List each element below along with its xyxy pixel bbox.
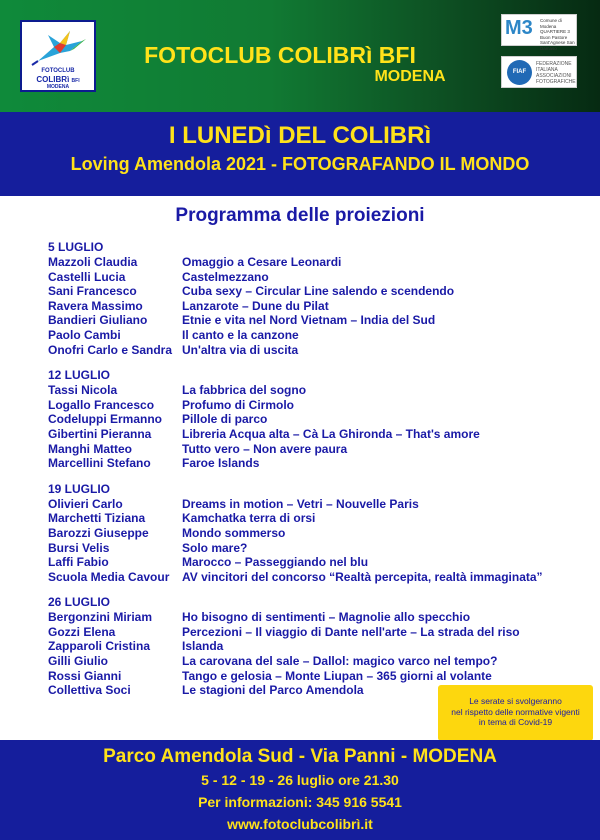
schedule-entry [48, 526, 588, 541]
club-city: MODENA [374, 68, 446, 85]
schedule-day [48, 594, 588, 698]
club-logo [20, 20, 96, 92]
event-title: I LUNEDì DEL COLIBRì [168, 122, 432, 149]
entry-title: Un'altra via di uscita [182, 342, 299, 357]
entry-title: Libreria Acqua alta – Cà La Ghironda – That's amore [182, 426, 480, 441]
logo-text-club: FOTOCLUB [41, 68, 75, 74]
entry-author: Bergonzini Miriam [48, 610, 153, 625]
entry-author: Gilli Giulio [48, 654, 108, 669]
event-dates: 5 - 12 - 19 - 26 luglio ore 21.30 [201, 772, 399, 788]
schedule-entry [48, 511, 588, 526]
day-label: 12 LUGLIO [48, 368, 111, 383]
contact-info: Per informazioni: 345 916 5541 [198, 794, 402, 810]
entry-title: La carovana del sale – Dallol: magico varco nel tempo? [182, 654, 498, 669]
entry-title: AV vincitori del concorso “Realtà percepita, realtà immaginata” [182, 569, 543, 584]
entry-author: Rossi Gianni [48, 668, 122, 683]
schedule-entry [48, 398, 588, 413]
entry-author: Onofri Carlo e Sandra [48, 342, 173, 357]
entry-title: Profumo di Cirmolo [182, 397, 294, 412]
entry-author: Collettiva Soci [48, 683, 131, 698]
fiaf-badge [501, 56, 577, 88]
entry-author: Laffi Fabio [48, 555, 109, 570]
website-link[interactable]: www.fotoclubcolibrì.it [227, 816, 373, 832]
entry-author: Logallo Francesco [48, 397, 155, 412]
schedule-entry [48, 313, 588, 328]
entry-title: Le stagioni del Parco Amendola [182, 683, 364, 698]
entry-title: Marocco – Passeggiando nel blu [182, 555, 369, 570]
schedule-entry [48, 328, 588, 343]
program-title: Programma delle proiezioni [175, 205, 425, 226]
day-label: 26 LUGLIO [48, 595, 111, 610]
m3-logo-icon: M3 [505, 17, 533, 39]
event-location: Parco Amendola Sud - Via Panni - MODENA [103, 746, 497, 767]
entry-author: Mazzoli Claudia [48, 255, 138, 269]
schedule-entry [48, 570, 588, 585]
entry-author: Zapparoli Cristina [48, 639, 151, 654]
entry-title: Omaggio a Cesare Leonardi [182, 255, 342, 269]
entry-author: Marchetti Tiziana [48, 511, 146, 526]
footer [0, 740, 600, 840]
schedule-entry [48, 343, 588, 358]
schedule-entry [48, 255, 588, 270]
entry-author: Manghi Matteo [48, 441, 132, 456]
entry-author: Gibertini Pieranna [48, 426, 152, 441]
entry-title: Mondo sommerso [182, 525, 286, 540]
entry-title: Tango e gelosia – Monte Liupan – 365 giorni al volante [182, 668, 492, 683]
covid-notice [438, 685, 593, 741]
schedule-entry [48, 270, 588, 285]
schedule-entry [48, 625, 588, 640]
entry-title: Kamchatka terra di orsi [182, 511, 316, 526]
entry-author: Scuola Media Cavour [48, 569, 170, 584]
entry-author: Sani Francesco [48, 284, 137, 299]
schedule-entry [48, 555, 588, 570]
schedule-entry [48, 412, 588, 427]
schedule-day [48, 239, 588, 357]
notice-line: in tema di Covid-19 [478, 717, 553, 727]
entry-author: Marcellini Stefano [48, 456, 151, 471]
entry-title: Percezioni – Il viaggio di Dante nell'arte – La strada del riso [182, 624, 520, 639]
logo-text-name: COLIBRì BFI [36, 75, 80, 84]
entry-author: Codeluppi Ermanno [48, 412, 162, 427]
entry-title: Etnie e vita nel Nord Vietnam – India del Sud [182, 313, 436, 328]
schedule-entry [48, 610, 588, 625]
schedule-entry [48, 299, 588, 314]
schedule-entry [48, 669, 588, 684]
entry-title: La fabbrica del sogno [182, 383, 307, 398]
fiaf-logo-icon: FIAF [507, 60, 532, 85]
schedule-entry [48, 639, 588, 654]
day-label: 19 LUGLIO [48, 481, 111, 496]
schedule-entry [48, 427, 588, 442]
quartiere-badge [501, 14, 577, 51]
entry-title: Islanda [182, 639, 224, 654]
schedule-entry [48, 383, 588, 398]
header [0, 0, 600, 112]
schedule-entry [48, 284, 588, 299]
schedule-day [48, 367, 588, 471]
event-subtitle: Loving Amendola 2021 - FOTOGRAFANDO IL MONDO [70, 154, 530, 174]
day-label: 5 LUGLIO [48, 240, 104, 254]
logo-text-city: MODENA [46, 84, 70, 90]
entry-author: Castelli Lucia [48, 269, 126, 284]
schedule-entry [48, 456, 588, 471]
notice-line: nel rispetto delle normative vigenti [451, 706, 580, 717]
schedule-entry [48, 654, 588, 669]
entry-title: Cuba sexy – Circular Line salendo e scendendo [182, 284, 455, 299]
entry-author: Tassi Nicola [48, 383, 118, 398]
schedule-entry [48, 442, 588, 457]
club-title: FOTOCLUB COLIBRì BFI [144, 42, 416, 68]
schedule [48, 239, 588, 708]
entry-title: Dreams in motion – Vetri – Nouvelle Paris [182, 496, 419, 511]
entry-title: Solo mare? [182, 540, 248, 555]
entry-title: Faroe Islands [182, 456, 260, 471]
schedule-day [48, 481, 588, 585]
notice-line: Le serate si svolgeranno [469, 696, 562, 706]
entry-author: Ravera Massimo [48, 298, 143, 313]
entry-author: Olivieri Carlo [48, 496, 123, 511]
entry-title: Castelmezzano [182, 269, 269, 284]
entry-title: Pillole di parco [182, 412, 268, 427]
fiaf-badge-text: FEDERAZIONE ITALIANA ASSOCIAZIONI FOTOGRAFICHE [536, 61, 576, 85]
hummingbird-icon [30, 25, 88, 67]
entry-title: Ho bisogno di sentimenti – Magnolie allo specchio [182, 610, 471, 625]
entry-title: Lanzarote – Dune du Pilat [182, 298, 329, 313]
entry-author: Bandieri Giuliano [48, 313, 148, 328]
entry-author: Bursi Velis [48, 540, 110, 555]
quartiere-badge-text: Comune di Modena QUARTIERE 3 Buon Pastore Sant'Agnese San Damaso [540, 18, 575, 51]
entry-author: Gozzi Elena [48, 624, 116, 639]
title-banner [0, 112, 600, 196]
entry-title: Il canto e la canzone [182, 327, 299, 342]
entry-author: Barozzi Giuseppe [48, 525, 149, 540]
entry-author: Paolo Cambi [48, 327, 121, 342]
schedule-entry [48, 497, 588, 512]
schedule-entry [48, 541, 588, 556]
entry-title: Tutto vero – Non avere paura [182, 441, 348, 456]
